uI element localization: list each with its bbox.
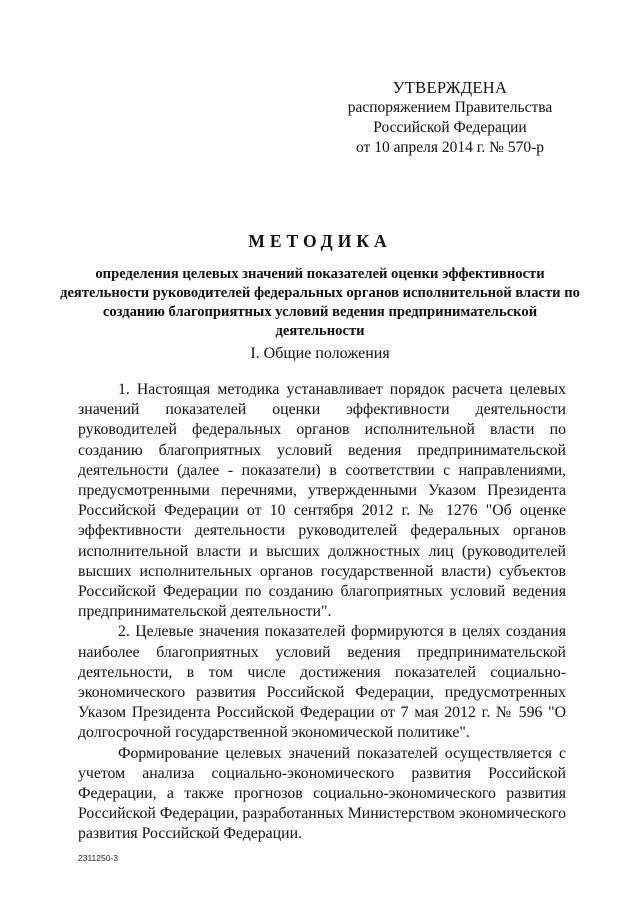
approval-line-1: распоряжением Правительства [347, 99, 553, 116]
approval-line-3: от 10 апреля 2014 г. № 570-р [356, 139, 544, 156]
approval-stamp [318, 78, 582, 158]
document-code: 2311250-3 [78, 853, 119, 863]
document-subtitle: определения целевых значений показателей оценки эффективности деятельности руководителей федеральных органов исполнительной власти по созданию благоприятных условий ведения предпринимательской деятельности [60, 266, 580, 339]
paragraph-1: 1. Настоящая методика устанавливает порядок расчета целевых значений показателей оценки эффективности деятельности руководителей федеральных органов исполнительной власти по созданию благоприятных условий ведения предпринимательской деятельности (далее - показатели) в соответствии с направлениями, предусмотренными перечнями, утвержденными Указом Президента Российской Федерации от 10 сентября 2012 г. № 1276 "Об оценке эффективности деятельности руководителей федеральных органов исполнительной власти и высших должностных лиц (руководителей высших исполнительных органов государственной власти) субъектов Российской Федерации по созданию благоприятных условий ведения предпринимательской деятельности". [78, 381, 566, 621]
body-text [78, 380, 566, 845]
approval-line-2: Российской Федерации [373, 119, 527, 136]
paragraph-3: Формирование целевых значений показателей осуществляется с учетом анализа социально-экономического развития Российской Федерации, а также прогнозов социально-экономического развития Российской Федерации, разработанных Министерством экономического развития Российской Федерации. [78, 744, 566, 843]
document-title: МЕТОДИКА [248, 231, 392, 251]
approval-heading: УТВЕРЖДЕНА [392, 78, 508, 97]
paragraph-2: 2. Целевые значения показателей формируются в целях создания наиболее благоприятных условий ведения предпринимательской деятельности, в том числе достижения показателей социально-экономического развития Российской Федерации, предусмотренных Указом Президента Российской Федерации от 7 мая 2012 г. № 596 "О долгосрочной государственной экономической политике". [78, 623, 566, 742]
section-heading: I. Общие положения [250, 345, 390, 362]
title-block [60, 230, 580, 341]
